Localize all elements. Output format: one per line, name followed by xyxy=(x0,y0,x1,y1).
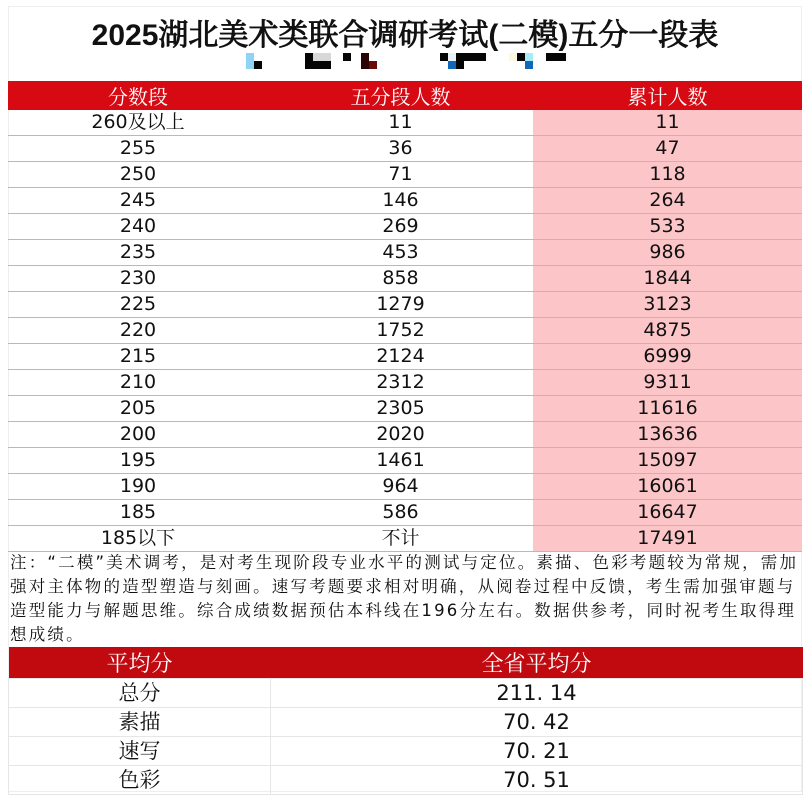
cumulative-cell: 264 xyxy=(533,188,802,214)
table-row xyxy=(8,422,802,448)
count-cell: 269 xyxy=(268,214,533,240)
score-cell: 185 xyxy=(8,500,268,526)
table-row xyxy=(8,344,802,370)
cumulative-cell: 16647 xyxy=(533,500,802,526)
count-cell: 2305 xyxy=(268,396,533,422)
score-cell: 240 xyxy=(8,214,268,240)
count-cell: 不计 xyxy=(268,526,533,552)
cumulative-cell: 1844 xyxy=(533,266,802,292)
table-row xyxy=(8,136,802,162)
score-cell: 210 xyxy=(8,370,268,396)
subject-cell: 色彩 xyxy=(9,766,271,795)
average-score-table xyxy=(8,647,803,795)
score-cell: 260及以上 xyxy=(8,110,268,136)
count-cell: 2312 xyxy=(268,370,533,396)
table-row xyxy=(9,708,803,737)
score-cell: 250 xyxy=(8,162,268,188)
count-cell: 964 xyxy=(268,474,533,500)
average-cell: 70. 51 xyxy=(271,766,803,795)
average-cell: 211. 14 xyxy=(271,679,803,708)
count-cell: 1279 xyxy=(268,292,533,318)
count-cell: 453 xyxy=(268,240,533,266)
table-row xyxy=(8,448,802,474)
table-row xyxy=(8,214,802,240)
cumulative-cell: 17491 xyxy=(533,526,802,552)
subject-cell: 速写 xyxy=(9,737,271,766)
table-row xyxy=(9,737,803,766)
table-row xyxy=(9,766,803,795)
cumulative-cell: 3123 xyxy=(533,292,802,318)
cumulative-cell: 13636 xyxy=(533,422,802,448)
table-row xyxy=(8,396,802,422)
score-cell: 225 xyxy=(8,292,268,318)
table-row xyxy=(8,474,802,500)
table-row xyxy=(8,370,802,396)
count-cell: 586 xyxy=(268,500,533,526)
score-cell: 195 xyxy=(8,448,268,474)
cumulative-cell: 16061 xyxy=(533,474,802,500)
count-cell: 36 xyxy=(268,136,533,162)
table-row xyxy=(8,266,802,292)
score-distribution-table xyxy=(8,81,802,552)
count-cell: 2124 xyxy=(268,344,533,370)
score-cell: 255 xyxy=(8,136,268,162)
header-score-range: 分数段 xyxy=(8,81,268,110)
table-row xyxy=(8,188,802,214)
cumulative-cell: 11 xyxy=(533,110,802,136)
average-cell: 70. 21 xyxy=(271,737,803,766)
score-cell: 245 xyxy=(8,188,268,214)
header-average: 平均分 xyxy=(9,647,271,679)
score-cell: 230 xyxy=(8,266,268,292)
table-header-row xyxy=(8,81,802,110)
note-text: 注：“二模”美术调考，是对考生现阶段专业水平的测试与定位。素描、色彩考题较为常规，需加强对主体物的造型塑造与刻画。速写考题要求相对明确，从阅卷过程中反馈，考生需加强审题与造型能力与解题思维。综合成绩数据预估本科线在196分左右。数据供参考，同时祝考生取得理想成绩。 xyxy=(10,553,799,644)
score-cell: 205 xyxy=(8,396,268,422)
cumulative-cell: 9311 xyxy=(533,370,802,396)
count-cell: 858 xyxy=(268,266,533,292)
score-cell: 190 xyxy=(8,474,268,500)
cumulative-cell: 6999 xyxy=(533,344,802,370)
header-province-average: 全省平均分 xyxy=(271,647,803,679)
table-row xyxy=(9,679,803,708)
count-cell: 1752 xyxy=(268,318,533,344)
score-cell: 235 xyxy=(8,240,268,266)
average-cell: 70. 42 xyxy=(271,708,803,737)
cumulative-cell: 47 xyxy=(533,136,802,162)
table-row xyxy=(8,500,802,526)
cumulative-cell: 4875 xyxy=(533,318,802,344)
table-row xyxy=(8,526,802,552)
table-row xyxy=(8,240,802,266)
header-band-count: 五分段人数 xyxy=(268,81,533,110)
score-cell: 215 xyxy=(8,344,268,370)
header-cumulative-count: 累计人数 xyxy=(533,81,802,110)
count-cell: 146 xyxy=(268,188,533,214)
table-row xyxy=(8,292,802,318)
count-cell: 11 xyxy=(268,110,533,136)
score-cell: 220 xyxy=(8,318,268,344)
table-header-row xyxy=(9,647,803,679)
watermark-mosaic xyxy=(0,0,810,80)
subject-cell: 总分 xyxy=(9,679,271,708)
count-cell: 1461 xyxy=(268,448,533,474)
cumulative-cell: 118 xyxy=(533,162,802,188)
table-row xyxy=(8,162,802,188)
cumulative-cell: 533 xyxy=(533,214,802,240)
subject-cell: 素描 xyxy=(9,708,271,737)
score-cell: 200 xyxy=(8,422,268,448)
table-row xyxy=(8,318,802,344)
cumulative-cell: 986 xyxy=(533,240,802,266)
count-cell: 2020 xyxy=(268,422,533,448)
cumulative-cell: 11616 xyxy=(533,396,802,422)
score-cell: 185以下 xyxy=(8,526,268,552)
table-row xyxy=(8,110,802,136)
page-title: 2025湖北美术类联合调研考试(二模)五分一段表 xyxy=(91,19,719,52)
count-cell: 71 xyxy=(268,162,533,188)
cumulative-cell: 15097 xyxy=(533,448,802,474)
